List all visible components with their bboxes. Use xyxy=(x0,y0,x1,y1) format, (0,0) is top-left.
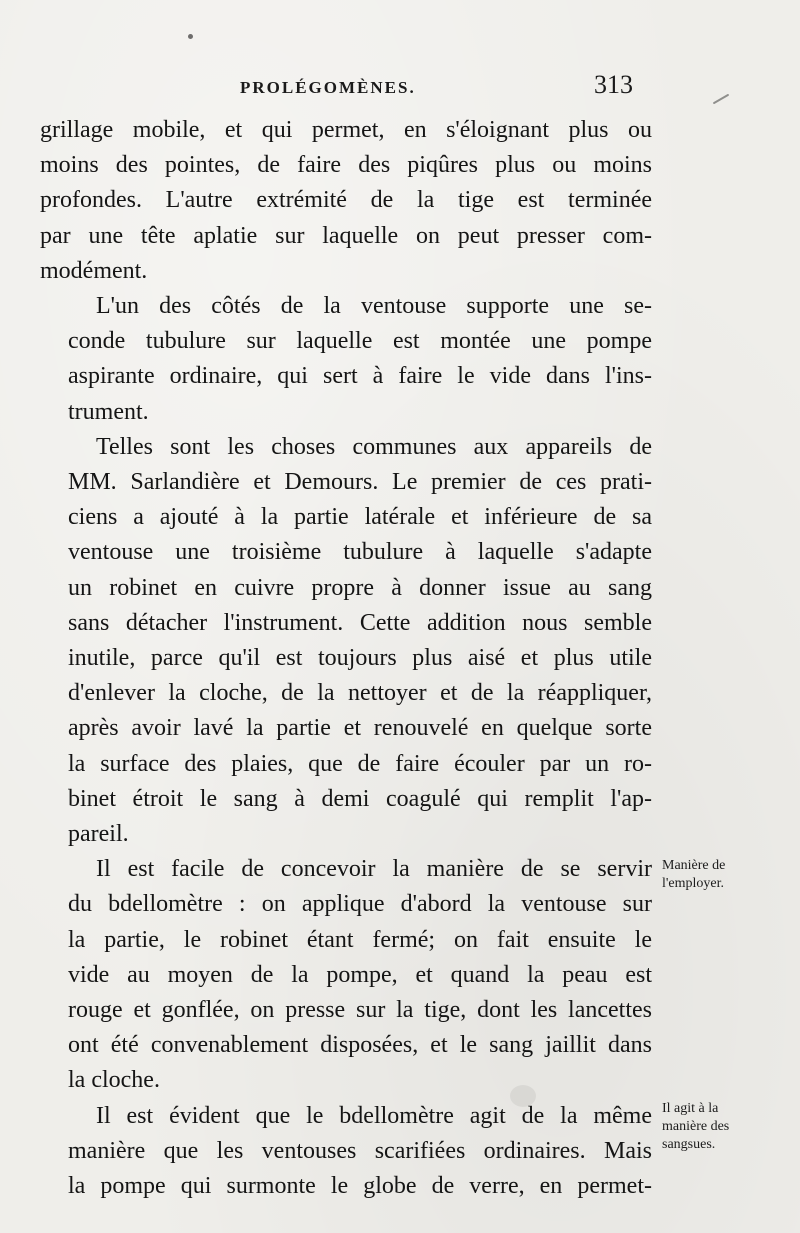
text-line: moins des pointes, de faire des piqûres plus ou moins xyxy=(40,152,652,179)
body-text xyxy=(40,113,652,1204)
text-line: trument. xyxy=(68,398,149,425)
text-line: Il est évident que le bdellomètre agit de la même xyxy=(96,1102,652,1129)
text-line: la cloche. xyxy=(68,1067,160,1094)
text-line: conde tubulure sur laquelle est montée une pompe xyxy=(68,328,652,355)
text-line: la partie, le robinet étant fermé; on fait ensuite le xyxy=(68,926,652,953)
margin-note-line: sangsues. xyxy=(662,1137,716,1152)
text-line: Telles sont les choses communes aux appareils de xyxy=(96,433,652,460)
text-line: sans détacher l'instrument. Cette addition nous semble xyxy=(68,609,652,636)
text-line: grillage mobile, et qui permet, en s'éloignant plus ou xyxy=(40,117,652,143)
text-line: pareil. xyxy=(68,821,129,848)
text-line: par une tête aplatie sur laquelle on peut presser com- xyxy=(40,222,652,249)
text-line: après avoir lavé la partie et renouvelé en quelque sorte xyxy=(68,715,652,742)
margin-note-line: l'employer. xyxy=(662,876,725,891)
paragraph-4 xyxy=(40,852,652,1098)
ink-speck xyxy=(188,34,193,39)
paragraph-3 xyxy=(40,430,652,852)
running-title: PROLÉGOMÈNES. xyxy=(240,78,416,97)
text-line: MM. Sarlandière et Demours. Le premier de ces prati- xyxy=(68,469,652,496)
text-line: L'un des côtés de la ventouse supporte une se- xyxy=(96,293,652,320)
margin-note-sangsues xyxy=(662,1100,770,1154)
text-line: modément. xyxy=(40,257,148,284)
text-line: inutile, parce qu'il est toujours plus aisé et plus utile xyxy=(68,645,652,672)
text-line: un robinet en cuivre propre à donner issue au sang xyxy=(68,574,652,601)
margin-note-employer xyxy=(662,857,774,893)
text-line: la pompe qui surmonte le globe de verre, en permet- xyxy=(68,1173,652,1200)
text-line: d'enlever la cloche, de la nettoyer et de la réappliquer, xyxy=(68,680,652,707)
text-line: ont été convenablement disposées, et le sang jaillit dans xyxy=(68,1032,652,1059)
text-line: ventouse une troisième tubulure à laquelle s'adapte xyxy=(68,539,652,566)
text-line: rouge et gonflée, on presse sur la tige, dont les lancettes xyxy=(68,997,652,1024)
margin-note-line: manière des xyxy=(662,1119,730,1134)
paragraph-2 xyxy=(40,289,652,430)
paragraph-5 xyxy=(40,1099,652,1205)
text-line: profondes. L'autre extrémité de la tige est terminée xyxy=(40,187,652,214)
text-line: manière que les ventouses scarifiées ordinaires. Mais xyxy=(68,1137,652,1164)
text-line: ciens a ajouté à la partie latérale et inférieure de sa xyxy=(68,504,652,531)
text-line: aspirante ordinaire, qui sert à faire le vide dans l'ins- xyxy=(68,363,652,390)
page-number: 313 xyxy=(594,70,633,99)
margin-note-line: Il agit à la xyxy=(662,1101,719,1116)
text-line: Il est facile de concevoir la manière de se servir xyxy=(96,856,652,883)
text-line: vide au moyen de la pompe, et quand la peau est xyxy=(68,961,652,988)
paper-stain xyxy=(510,1085,536,1107)
text-line: du bdellomètre : on applique d'abord la ventouse sur xyxy=(68,891,652,918)
text-line: binet étroit le sang à demi coagulé qui remplit l'ap- xyxy=(68,785,652,812)
paragraph-1 xyxy=(40,113,652,289)
ink-mark xyxy=(713,94,730,105)
text-line: la surface des plaies, que de faire écouler par un ro- xyxy=(68,750,652,777)
margin-note-line: Manière de xyxy=(662,858,726,873)
